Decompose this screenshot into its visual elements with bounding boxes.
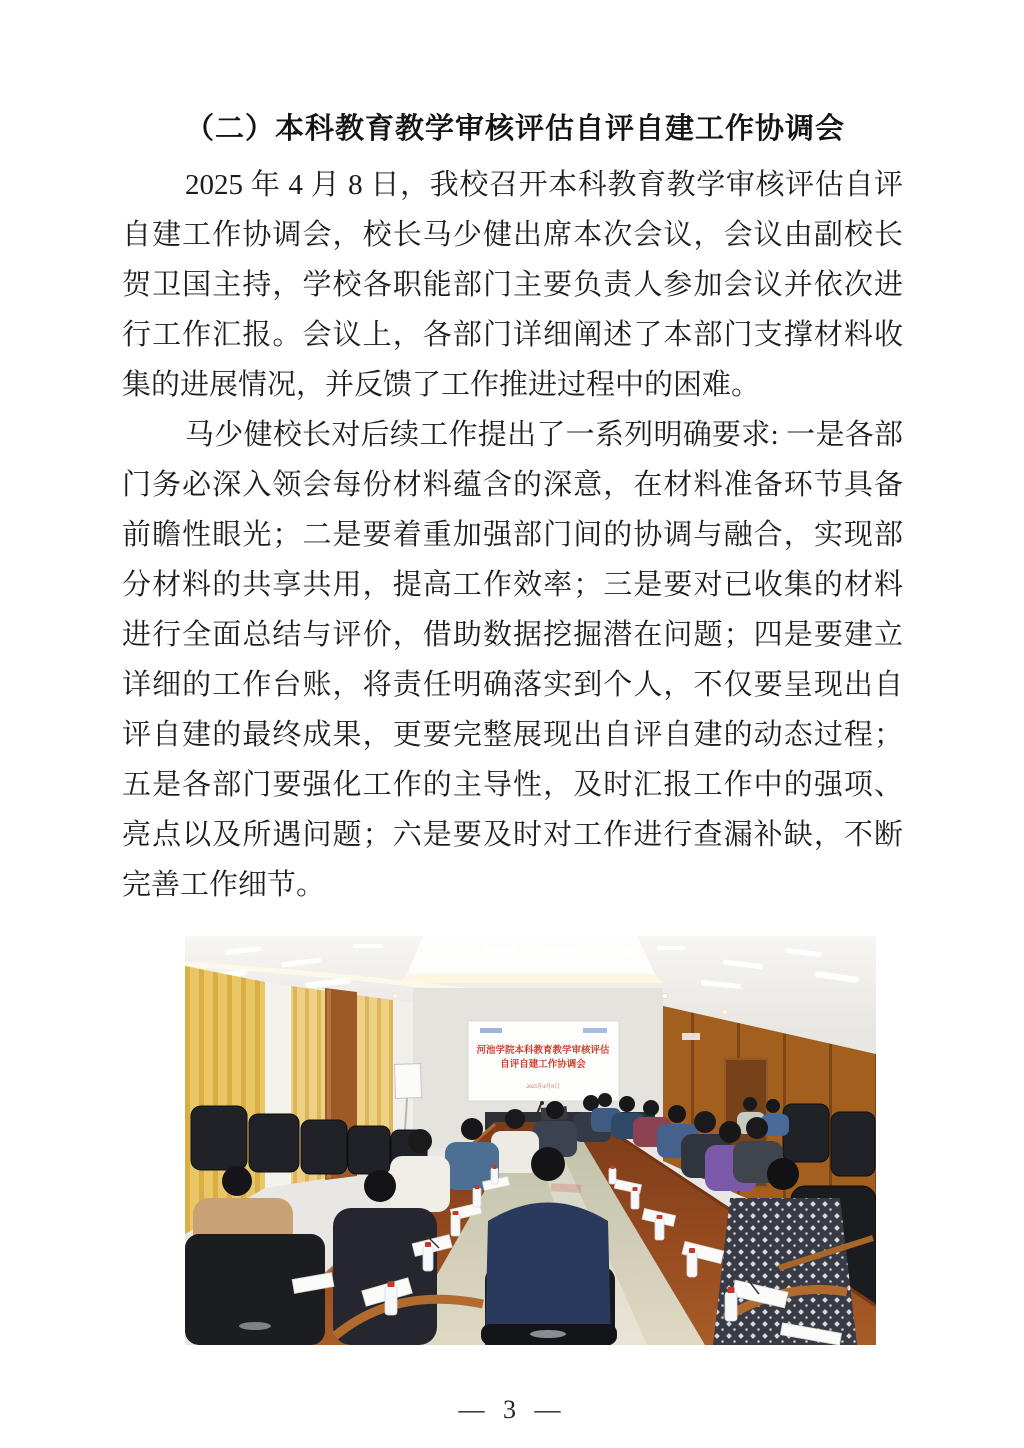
paragraph-meeting-summary: 2025 年 4 月 8 日，我校召开本科教育教学审核评估自评自建工作协调会，校长马少健出席本次会议，会议由副校长贺卫国主持，学校各职能部门主要负责人参加会议并依次进行工作汇报。会议上，各部门详细阐述了本部门支撑材料收集的进展情况，并反馈了工作推进过程中的困难。 xyxy=(122,169,903,401)
screen-logo-left xyxy=(480,1028,502,1033)
screen-logo-right xyxy=(583,1028,607,1033)
projection-screen xyxy=(468,1021,619,1101)
screen-title-line1: 河池学院本科教育教学审核评估 xyxy=(476,1046,610,1056)
page-number: — 3 — xyxy=(458,1395,567,1424)
meeting-photo xyxy=(185,936,876,1345)
wall-vent xyxy=(682,1033,700,1040)
screen-title-line2: 自评自建工作协调会 xyxy=(500,1060,586,1070)
paragraph-president-requirements: 马少健校长对后续工作提出了一系列明确要求: 一是各部门务必深入领会每份材料蕴含的深意，在材料准备环节具备前瞻性眼光；二是要着重加强部门间的协调与融合，实现部分材料的共享共用，提高工作效率；三是要对已收集的材料进行全面总结与评价，借助数据挖掘潜在问题；四是要建立详细的工作台账，将责任明确落实到个人，不仅要呈现出自评自建的最终成果，更要完整展现出自评自建的动态过程；五是各部门要强化工作的主导性，及时汇报工作中的强项、亮点以及所遇问题；六是要及时对工作进行查漏补缺，不断完善工作细节。 xyxy=(122,419,903,901)
screen-date: 2025年4月8日 xyxy=(526,1084,560,1090)
section-heading: （二）本科教育教学审核评估自评自建工作协调会 xyxy=(185,113,846,145)
meeting-photo-illustration xyxy=(185,936,876,1345)
